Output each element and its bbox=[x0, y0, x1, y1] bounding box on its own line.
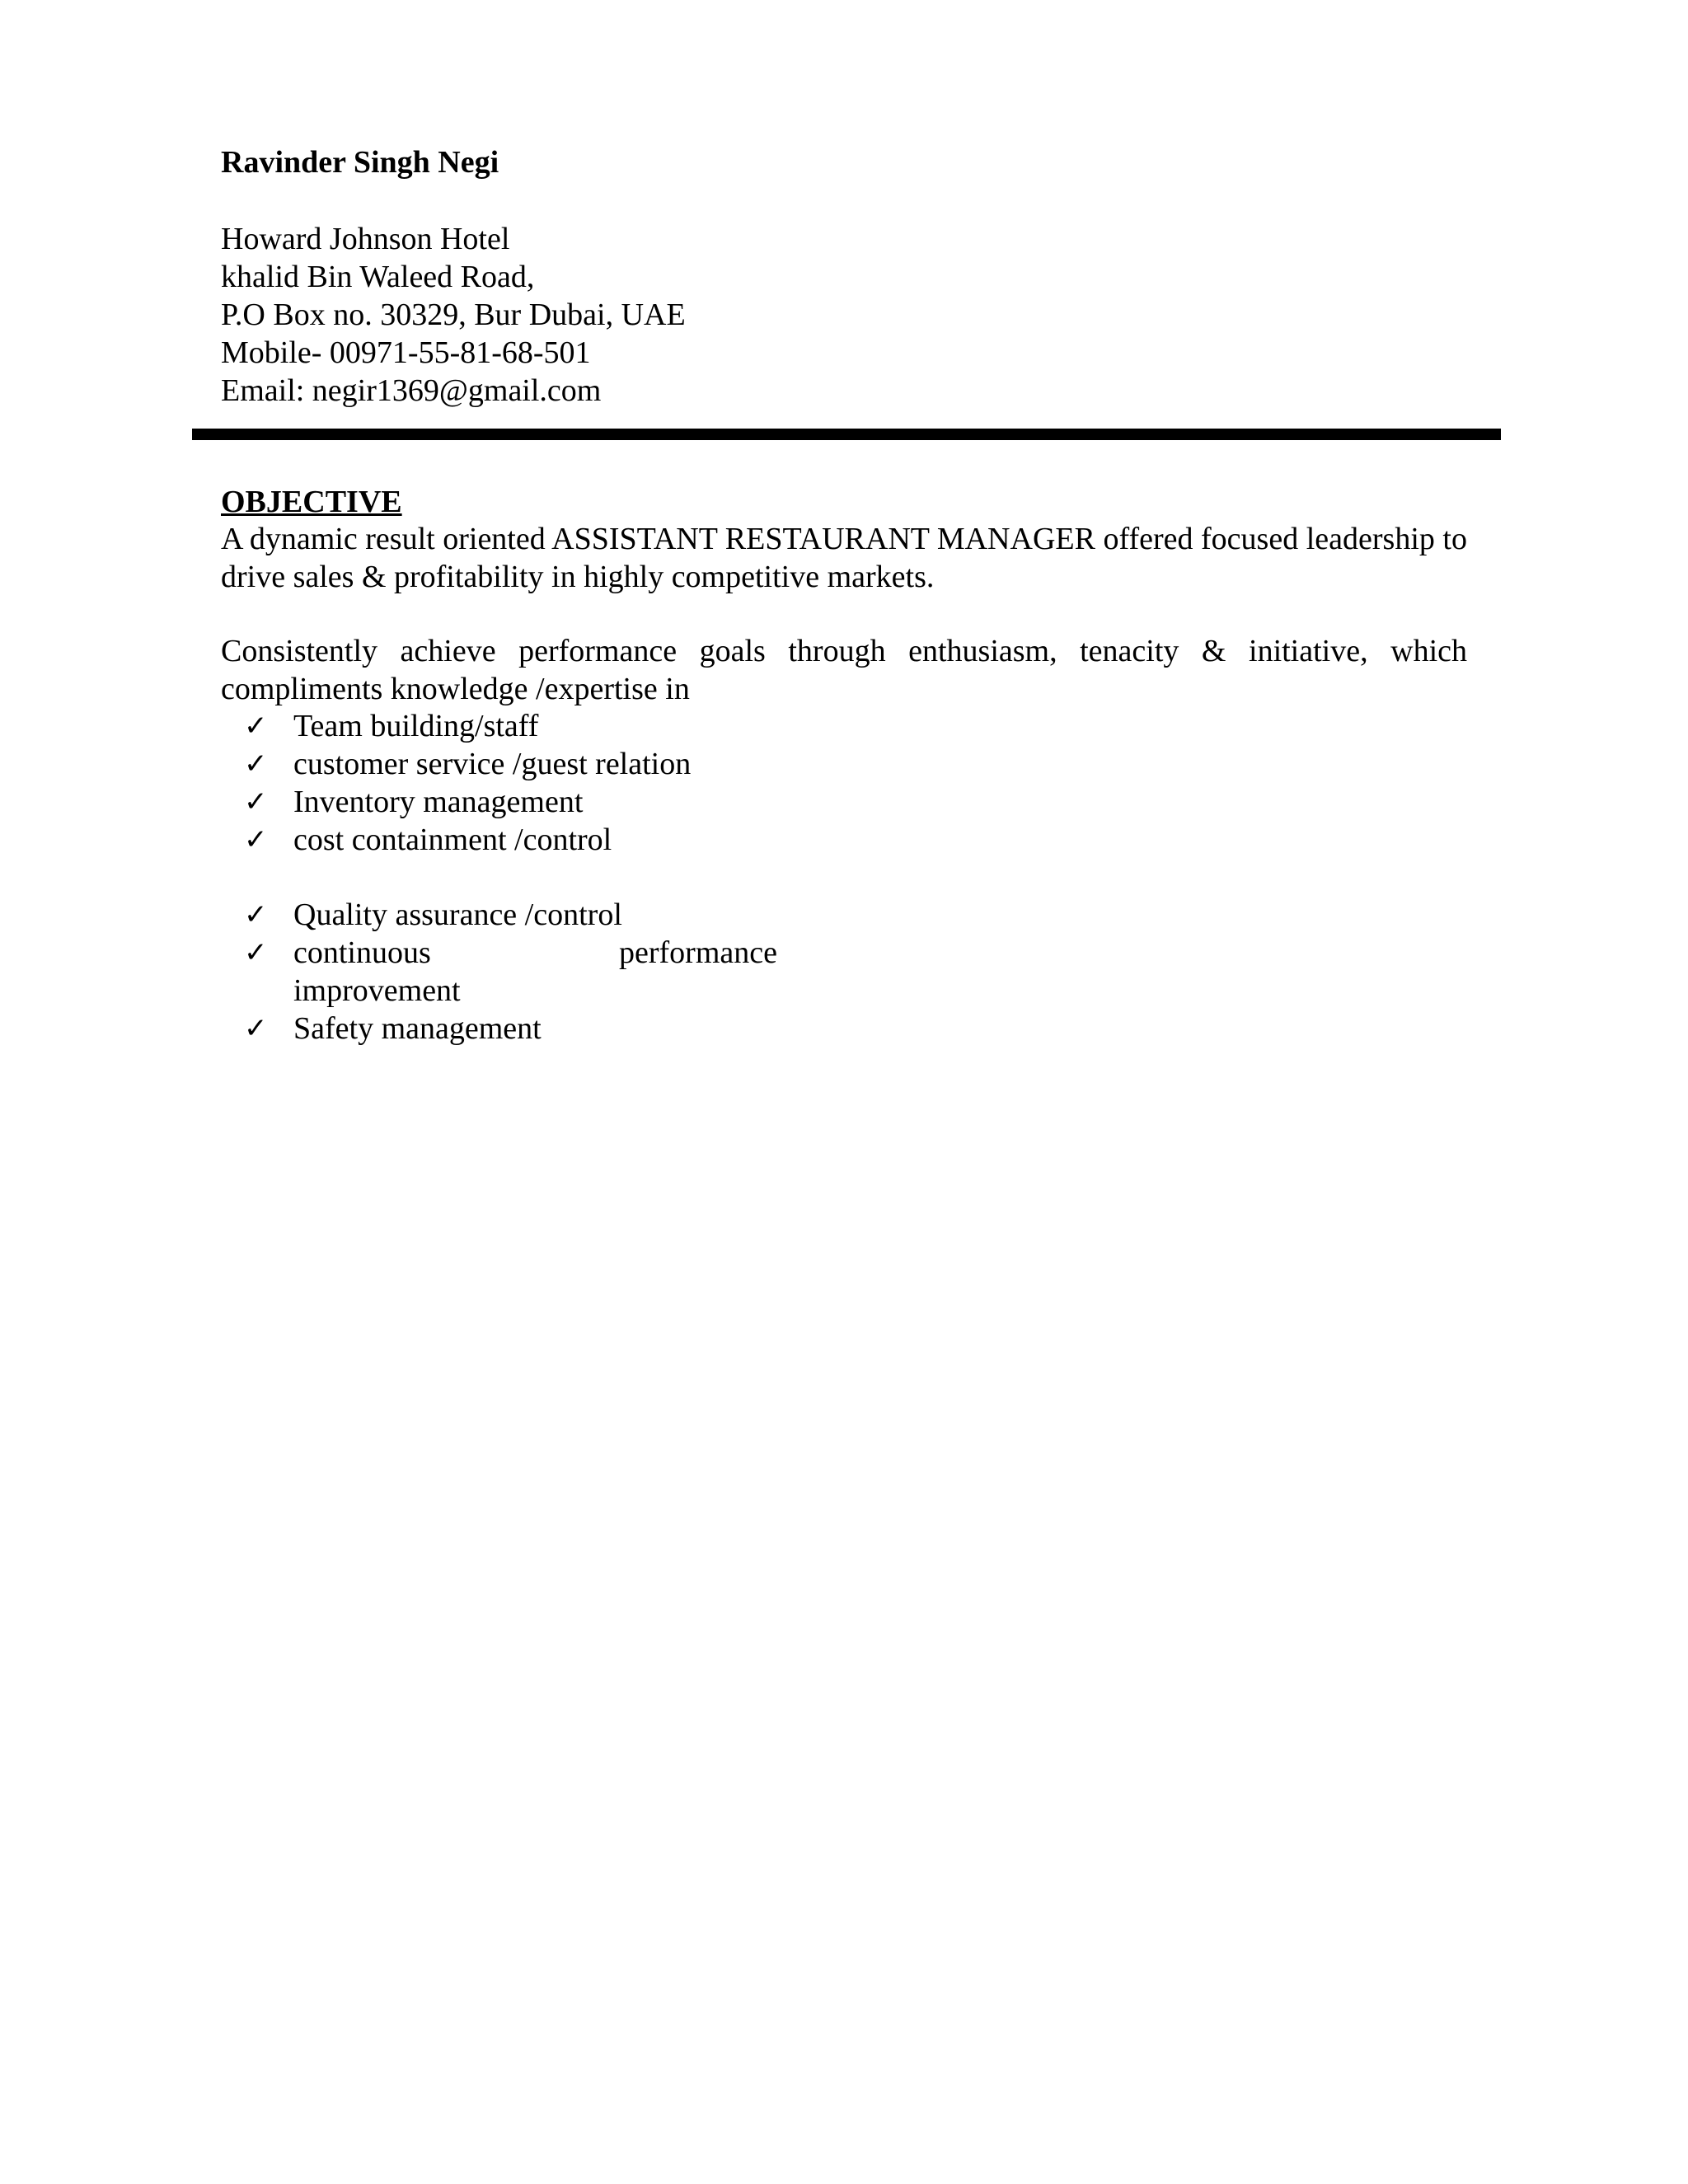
address-line-road: khalid Bin Waleed Road, bbox=[221, 260, 535, 294]
list-item-text-part1: continuous bbox=[293, 935, 431, 970]
objective-paragraph-2: Consistently achieve performance goals through enthusiasm, tenacity & initiative, which compliments knowledge /expertise in bbox=[221, 634, 1467, 706]
list-item-text: Team building/staff bbox=[293, 709, 539, 743]
list-item bbox=[244, 1010, 788, 1047]
objective-paragraph-1: A dynamic result oriented ASSISTANT RESTAURANT MANAGER offered focused leadership to drive sales & profitability in highly competitive markets. bbox=[221, 522, 1467, 594]
check-icon: ✓ bbox=[244, 710, 268, 743]
candidate-name: Ravinder Singh Negi bbox=[221, 145, 499, 180]
check-icon: ✓ bbox=[244, 898, 268, 931]
address-line-hotel: Howard Johnson Hotel bbox=[221, 222, 510, 256]
list-item-text: Inventory management bbox=[293, 785, 584, 819]
expertise-list-2 bbox=[244, 896, 788, 1047]
contact-block bbox=[221, 220, 686, 410]
check-icon: ✓ bbox=[244, 936, 268, 969]
list-item-text: Safety management bbox=[293, 1011, 542, 1046]
check-icon: ✓ bbox=[244, 748, 268, 780]
check-icon: ✓ bbox=[244, 823, 268, 856]
objective-heading: OBJECTIVE bbox=[221, 485, 402, 519]
check-icon: ✓ bbox=[244, 785, 268, 818]
expertise-list-1 bbox=[244, 707, 691, 859]
list-item bbox=[244, 783, 691, 821]
list-item bbox=[244, 934, 788, 1010]
list-item bbox=[244, 821, 691, 859]
address-line-email: Email: negir1369@gmail.com bbox=[221, 373, 602, 408]
list-item bbox=[244, 707, 691, 745]
list-item bbox=[244, 896, 788, 934]
list-item-text: Quality assurance /control bbox=[293, 898, 622, 932]
address-line-mobile: Mobile- 00971-55-81-68-501 bbox=[221, 335, 591, 370]
check-icon: ✓ bbox=[244, 1012, 268, 1045]
address-line-pobox: P.O Box no. 30329, Bur Dubai, UAE bbox=[221, 298, 686, 332]
list-item-text: customer service /guest relation bbox=[293, 747, 692, 781]
list-item-text-part3: improvement bbox=[293, 973, 461, 1008]
header-divider bbox=[192, 429, 1501, 440]
list-item bbox=[244, 745, 691, 783]
list-item-text-part2: performance bbox=[619, 935, 777, 970]
list-item-text: cost containment /control bbox=[293, 823, 612, 857]
